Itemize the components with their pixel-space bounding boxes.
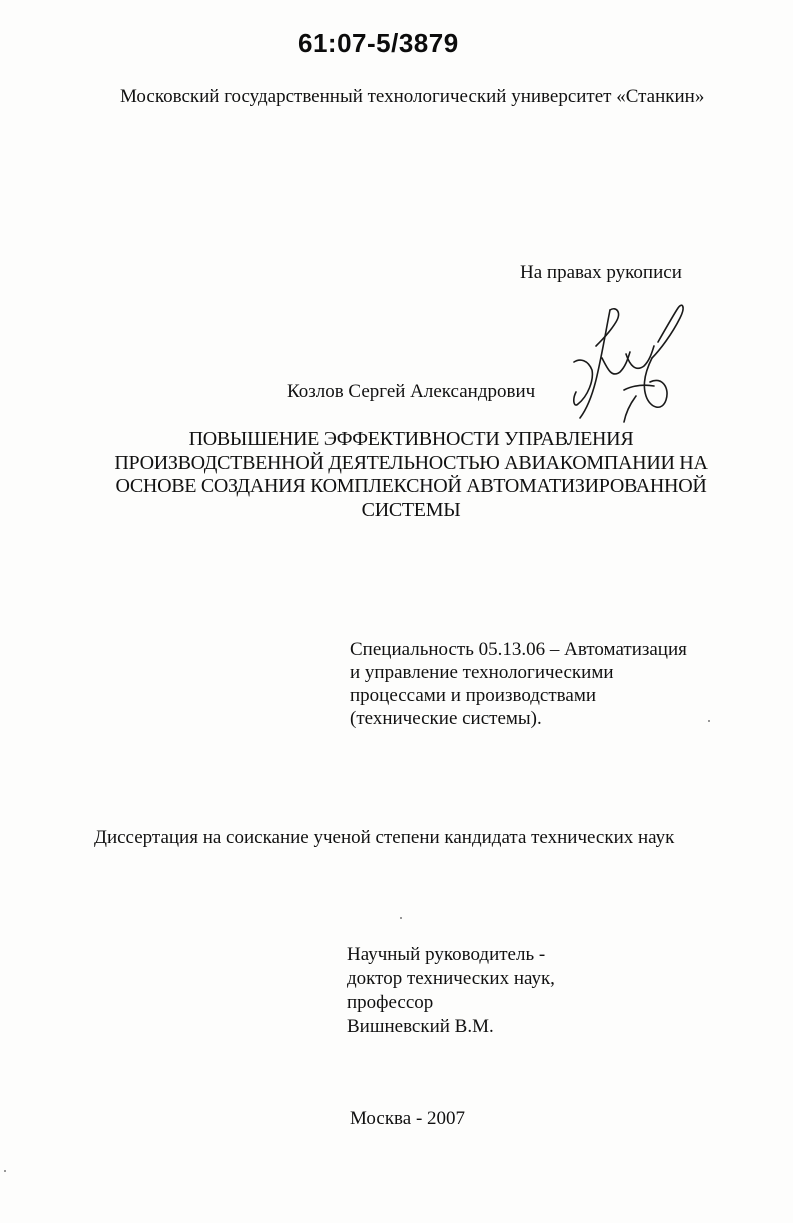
supervisor-block <box>347 943 555 1039</box>
specialty-line: и управление технологическими <box>350 662 614 683</box>
supervisor-line: Научный руководитель - <box>347 944 546 965</box>
title-line: СИСТЕМЫ <box>361 498 461 521</box>
specialty-line: Специальность 05.13.06 – Автоматизация <box>350 639 687 660</box>
city-and-year: Москва - 2007 <box>350 1108 466 1129</box>
specialty-line: процессами и производствами <box>350 685 597 706</box>
title-line: ПРОИЗВОДСТВЕННОЙ ДЕЯТЕЛЬНОСТЬЮ АВИАКОМПАНИИ НА <box>114 451 708 474</box>
scan-speck <box>708 720 710 722</box>
supervisor-line: Вишневский В.М. <box>347 1016 494 1037</box>
handwritten-signature <box>566 300 686 430</box>
title-line: ПОВЫШЕНИЕ ЭФФЕКТИВНОСТИ УПРАВЛЕНИЯ <box>188 428 634 450</box>
archive-code: 61:07-5/3879 <box>298 28 459 58</box>
university-name: Московский государственный технологический университет «Станкин» <box>120 86 705 107</box>
scan-speck <box>4 1170 6 1172</box>
degree-statement: Диссертация на соискание ученой степени кандидата технических наук <box>94 827 675 848</box>
specialty-block <box>350 638 687 730</box>
supervisor-line: доктор технических наук, <box>347 968 555 989</box>
author-name: Козлов Сергей Александрович <box>287 381 536 402</box>
dissertation-title <box>100 428 722 522</box>
scan-speck <box>400 917 402 919</box>
manuscript-rights-note: На правах рукописи <box>520 262 682 283</box>
title-line: ОСНОВЕ СОЗДАНИЯ КОМПЛЕКСНОЙ АВТОМАТИЗИРОВАННОЙ <box>115 475 707 497</box>
specialty-line: (технические системы). <box>350 708 542 729</box>
supervisor-line: профессор <box>347 992 434 1013</box>
